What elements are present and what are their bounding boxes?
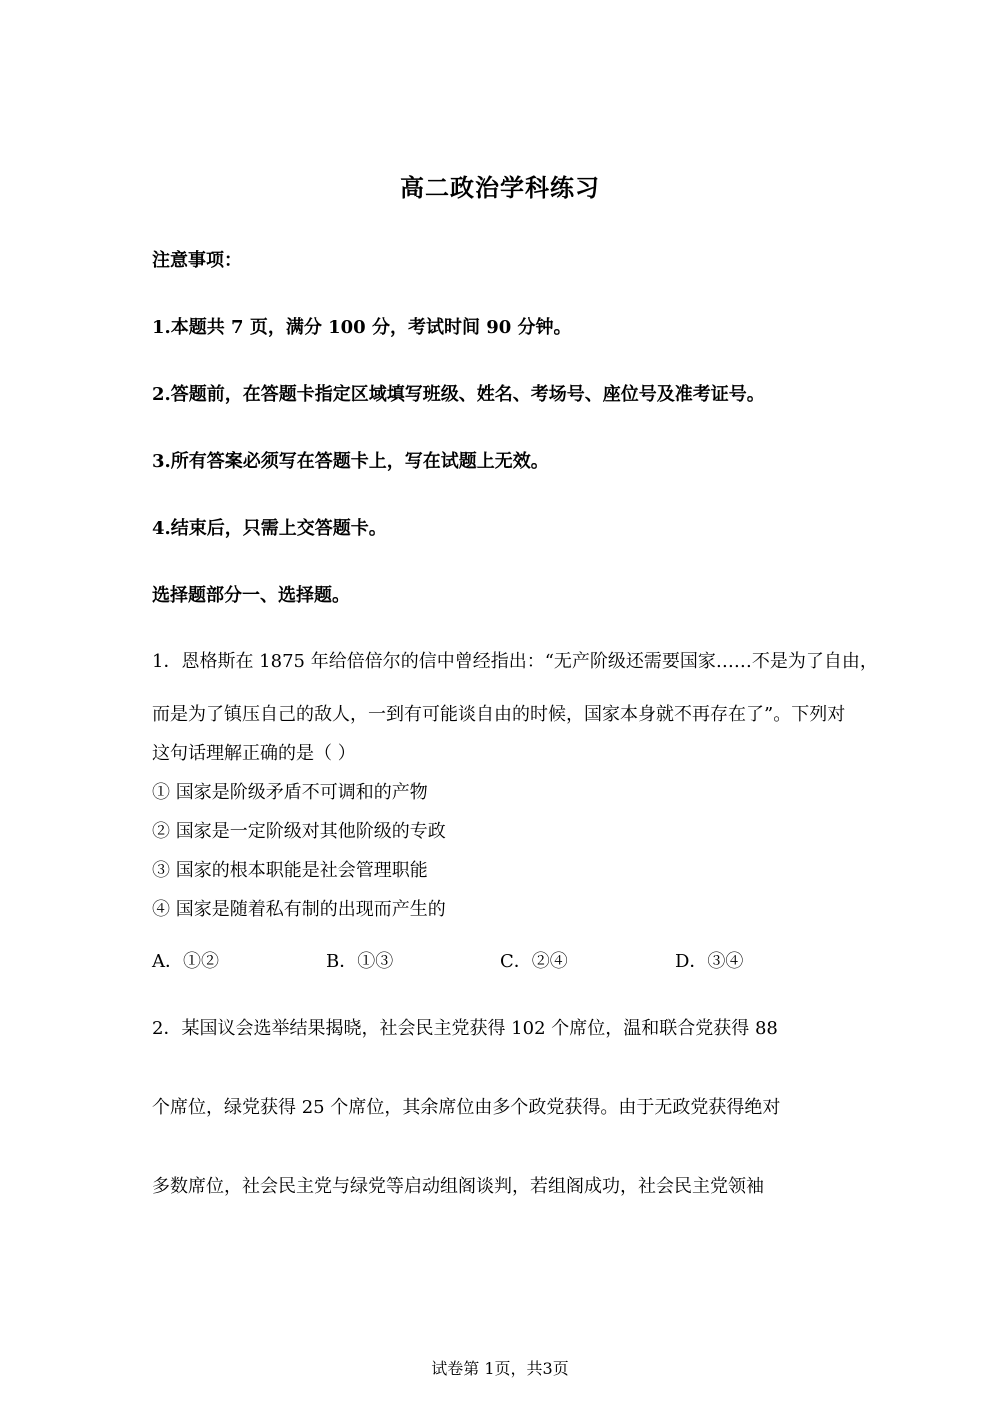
notice-item: 3.所有答案必须写在答题卡上，写在试题上无效。 [152,451,549,472]
question-1-option-c: C．②④ [500,951,568,972]
notice-item: 1.本题共 7 页，满分 100 分，考试时间 90 分钟。 [152,317,572,338]
section-heading: 选择题部分一、选择题。 [152,585,350,606]
question-1-text-line: 这句话理解正确的是（ ） [152,743,356,764]
question-1-statement: ② 国家是一定阶级对其他阶级的专政 [152,821,446,842]
document-title: 高二政治学科练习 [400,173,600,202]
question-1-statement: ③ 国家的根本职能是社会管理职能 [152,860,428,881]
question-2-text-line: 个席位，绿党获得 25 个席位，其余席位由多个政党获得。由于无政党获得绝对 [152,1097,781,1118]
question-1-text-line: 1．恩格斯在 1875 年给倍倍尔的信中曾经指出：“无产阶级还需要国家……不是为了自由， [152,651,878,672]
question-1-statement: ④ 国家是随着私有制的出现而产生的 [152,899,446,920]
notice-heading: 注意事项： [152,250,242,271]
page-footer: 试卷第 1页，共3页 [431,1359,569,1378]
notice-item: 2.答题前，在答题卡指定区域填写班级、姓名、考场号、座位号及准考证号。 [152,384,765,405]
question-1-option-a: A．①② [152,951,219,972]
question-2-text-line: 多数席位，社会民主党与绿党等启动组阁谈判，若组阁成功，社会民主党领袖 [152,1176,764,1197]
question-2-text-line: 2．某国议会选举结果揭晓，社会民主党获得 102 个席位，温和联合党获得 88 [152,1018,778,1039]
question-1-text-line: 而是为了镇压自己的敌人，一到有可能谈自由的时候，国家本身就不再存在了”。下列对 [152,704,846,725]
question-1-option-b: B．①③ [326,951,394,972]
question-1-option-d: D．③④ [675,951,744,972]
notice-item: 4.结束后，只需上交答题卡。 [152,518,387,539]
question-1-statement: ① 国家是阶级矛盾不可调和的产物 [152,782,428,803]
